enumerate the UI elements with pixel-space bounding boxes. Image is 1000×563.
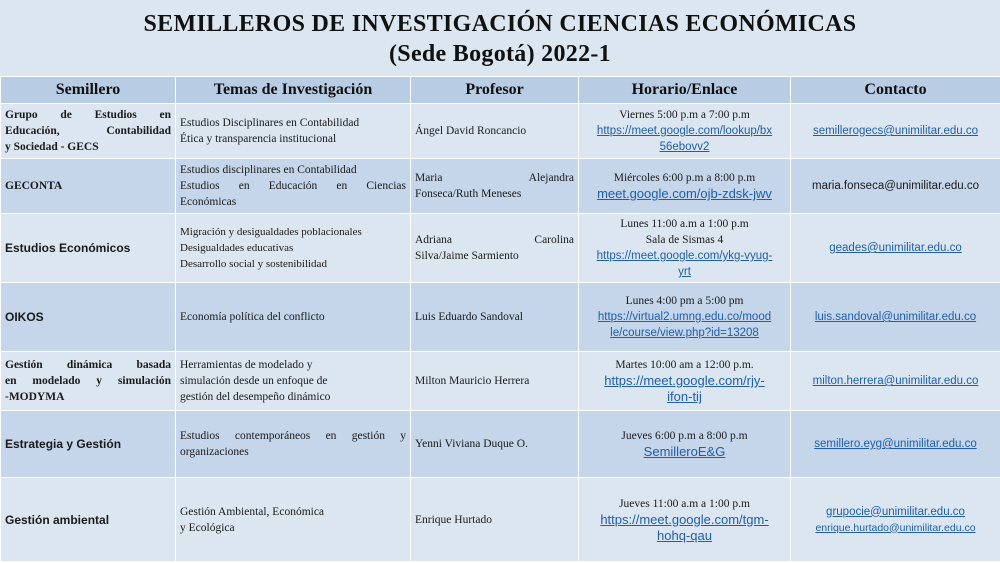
horario-text: Lunes 4:00 pm a 5:00 pm [625,295,744,307]
page-title: SEMILLEROS DE INVESTIGACIÓN CIENCIAS ECONÓMICAS [143,11,857,37]
tema-line: Ética y transparencia institucional [180,133,337,145]
semillero-cell [1,478,176,562]
horario-cell [579,478,791,562]
contacto-cell [791,283,1000,352]
title-block [0,0,1000,77]
profesor-line: Ángel David Roncancio [415,125,527,137]
meeting-link[interactable]: https://meet.google.com/lookup/bx [596,125,773,137]
email-link[interactable]: milton.herrera@unimilitar.edu.co [812,375,979,387]
profesor-line: Yenni Viviana Duque O. [415,438,528,450]
profesor-cell [411,411,579,478]
header-contacto: Contacto [791,77,1000,104]
table-row [1,214,1000,283]
page-subtitle: (Sede Bogotá) 2022-1 [389,41,611,67]
temas-cell [176,104,411,159]
horario-text: Jueves 6:00 p.m a 8:00 p.m [621,430,748,442]
profesor-cell [411,214,579,283]
email-link[interactable]: luis.sandoval@unimilitar.edu.co [814,311,977,323]
table-row [1,283,1000,352]
header-semillero: Semillero [1,77,176,104]
meeting-link[interactable]: https://meet.google.com/rjy- [604,373,765,388]
tema-line: Estudios Disciplinares en Contabilidad [180,117,360,129]
semillero-line: en modelado y simulación [5,375,171,387]
semillero-line: Estrategia y Gestión [5,437,122,451]
contacto-cell [791,478,1000,562]
semilleros-table [0,76,1000,562]
contacto-cell [791,411,1000,478]
header-profesor: Profesor [411,77,579,104]
email-link[interactable]: maria.fonseca@unimilitar.edu.co [811,180,979,192]
meeting-link[interactable]: https://meet.google.com/ykg-vyug- [596,250,773,262]
temas-cell [176,411,411,478]
profesor-cell [411,478,579,562]
tema-line: Herramientas de modelado y [180,359,313,371]
meeting-link[interactable]: https://meet.google.com/tgm- [600,511,769,527]
tema-line: y Ecológica [180,521,235,534]
tema-line: gestión del desempeño dinámico [180,391,331,403]
tema-line: Estudios contemporáneos en gestión y [180,430,406,442]
horario-text: Lunes 11:00 a.m a 1:00 p.m [620,218,749,230]
horario-cell [579,283,791,352]
meeting-link[interactable]: meet.google.com/ojb-zdsk-jwv [597,186,772,201]
horario-room: Sala de Sismas 4 [645,234,724,246]
tema-line: simulación desde un enfoque de [180,375,328,387]
profesor-line: Maria Alejandra [415,172,574,184]
table-row [1,478,1000,562]
table-row [1,159,1000,214]
tema-line: Economía política del conflicto [180,311,325,323]
semillero-line: GECONTA [5,180,63,192]
profesor-line: Luis Eduardo Sandoval [415,311,523,323]
horario-cell [579,159,791,214]
tema-line: Gestión Ambiental, Económica [180,505,325,518]
table-row [1,411,1000,478]
horario-cell [579,104,791,159]
contacto-cell [791,104,1000,159]
header-temas: Temas de Investigación [176,77,411,104]
temas-cell [176,214,411,283]
profesor-line: Milton Mauricio Herrera [415,375,530,387]
semillero-line: Educación, Contabilidad [5,125,171,137]
semillero-line: Estudios Económicos [5,241,131,255]
profesor-cell [411,283,579,352]
meeting-link[interactable]: https://virtual2.umng.edu.co/mood [597,311,772,323]
horario-cell [579,352,791,411]
horario-text: Viernes 5:00 p.m a 7:00 p.m [619,109,750,121]
tema-line: Estudios disciplinares en Contabilidad [180,164,357,176]
table-row [1,352,1000,411]
horario-text: Martes 10:00 am a 12:00 p.m. [615,359,754,371]
semillero-line: OIKOS [5,310,44,324]
horario-cell [579,214,791,283]
meeting-link-cont[interactable]: le/course/view.php?id=13208 [610,327,759,339]
tema-line: Estudios en Educación en Ciencias [180,180,406,192]
contacto-cell [791,159,1000,214]
meeting-link-cont[interactable]: yrt [678,266,691,278]
email-link[interactable]: geades@unimilitar.edu.co [829,242,962,254]
temas-cell [176,159,411,214]
email-link[interactable]: semillerogecs@unimilitar.edu.co [812,125,979,137]
horario-text: Jueves 11:00 a.m a 1:00 p.m [619,497,750,510]
semillero-cell [1,352,176,411]
tema-line: Económicas [180,196,237,208]
semillero-line: y Sociedad - GECS [5,141,99,153]
tema-line: organizaciones [180,446,249,458]
profesor-cell [411,352,579,411]
semillero-cell [1,214,176,283]
temas-cell [176,352,411,411]
temas-cell [176,283,411,352]
semillero-cell [1,283,176,352]
semillero-cell [1,159,176,214]
profesor-cell [411,159,579,214]
tema-line: Desarrollo social y sostenibilidad [180,258,327,270]
profesor-line: Adriana Carolina [415,234,574,246]
profesor-line: Silva/Jaime Sarmiento [415,250,519,262]
tema-line: Desigualdades educativas [180,242,294,254]
profesor-line: Fonseca/Ruth Meneses [415,188,522,200]
horario-cell [579,411,791,478]
profesor-cell [411,104,579,159]
email-link[interactable]: semillero.eyg@unimilitar.edu.co [814,438,977,450]
meeting-link-cont[interactable]: hohq-qau [657,527,712,543]
semillero-line: Gestión ambiental [5,512,110,527]
tema-line: Migración y desigualdades poblacionales [180,226,362,238]
semillero-cell [1,411,176,478]
meeting-link-cont[interactable]: ifon-tij [667,389,702,404]
semillero-line: -MODYMA [5,391,65,403]
horario-text: Miércoles 6:00 p.m a 8:00 p.m [613,172,756,184]
table-row [1,104,1000,159]
semillero-cell [1,104,176,159]
contacto-cell [791,214,1000,283]
semillero-line: Gestión dinámica basada [5,359,171,371]
semillero-line: Grupo de Estudios en [5,109,171,121]
email-link[interactable]: grupocie@unimilitar.edu.co [826,505,965,518]
meeting-link[interactable]: SemilleroE&G [643,444,726,459]
header-horario-enlace: Horario/Enlace [579,77,791,104]
temas-cell [176,478,411,562]
profesor-line: Enrique Hurtado [415,513,492,526]
contacto-cell [791,352,1000,411]
table-header-row [1,77,1000,104]
email-link[interactable]: enrique.hurtado@unimilitar.edu.co [815,521,976,534]
meeting-link-cont[interactable]: 56ebovv2 [659,141,710,153]
